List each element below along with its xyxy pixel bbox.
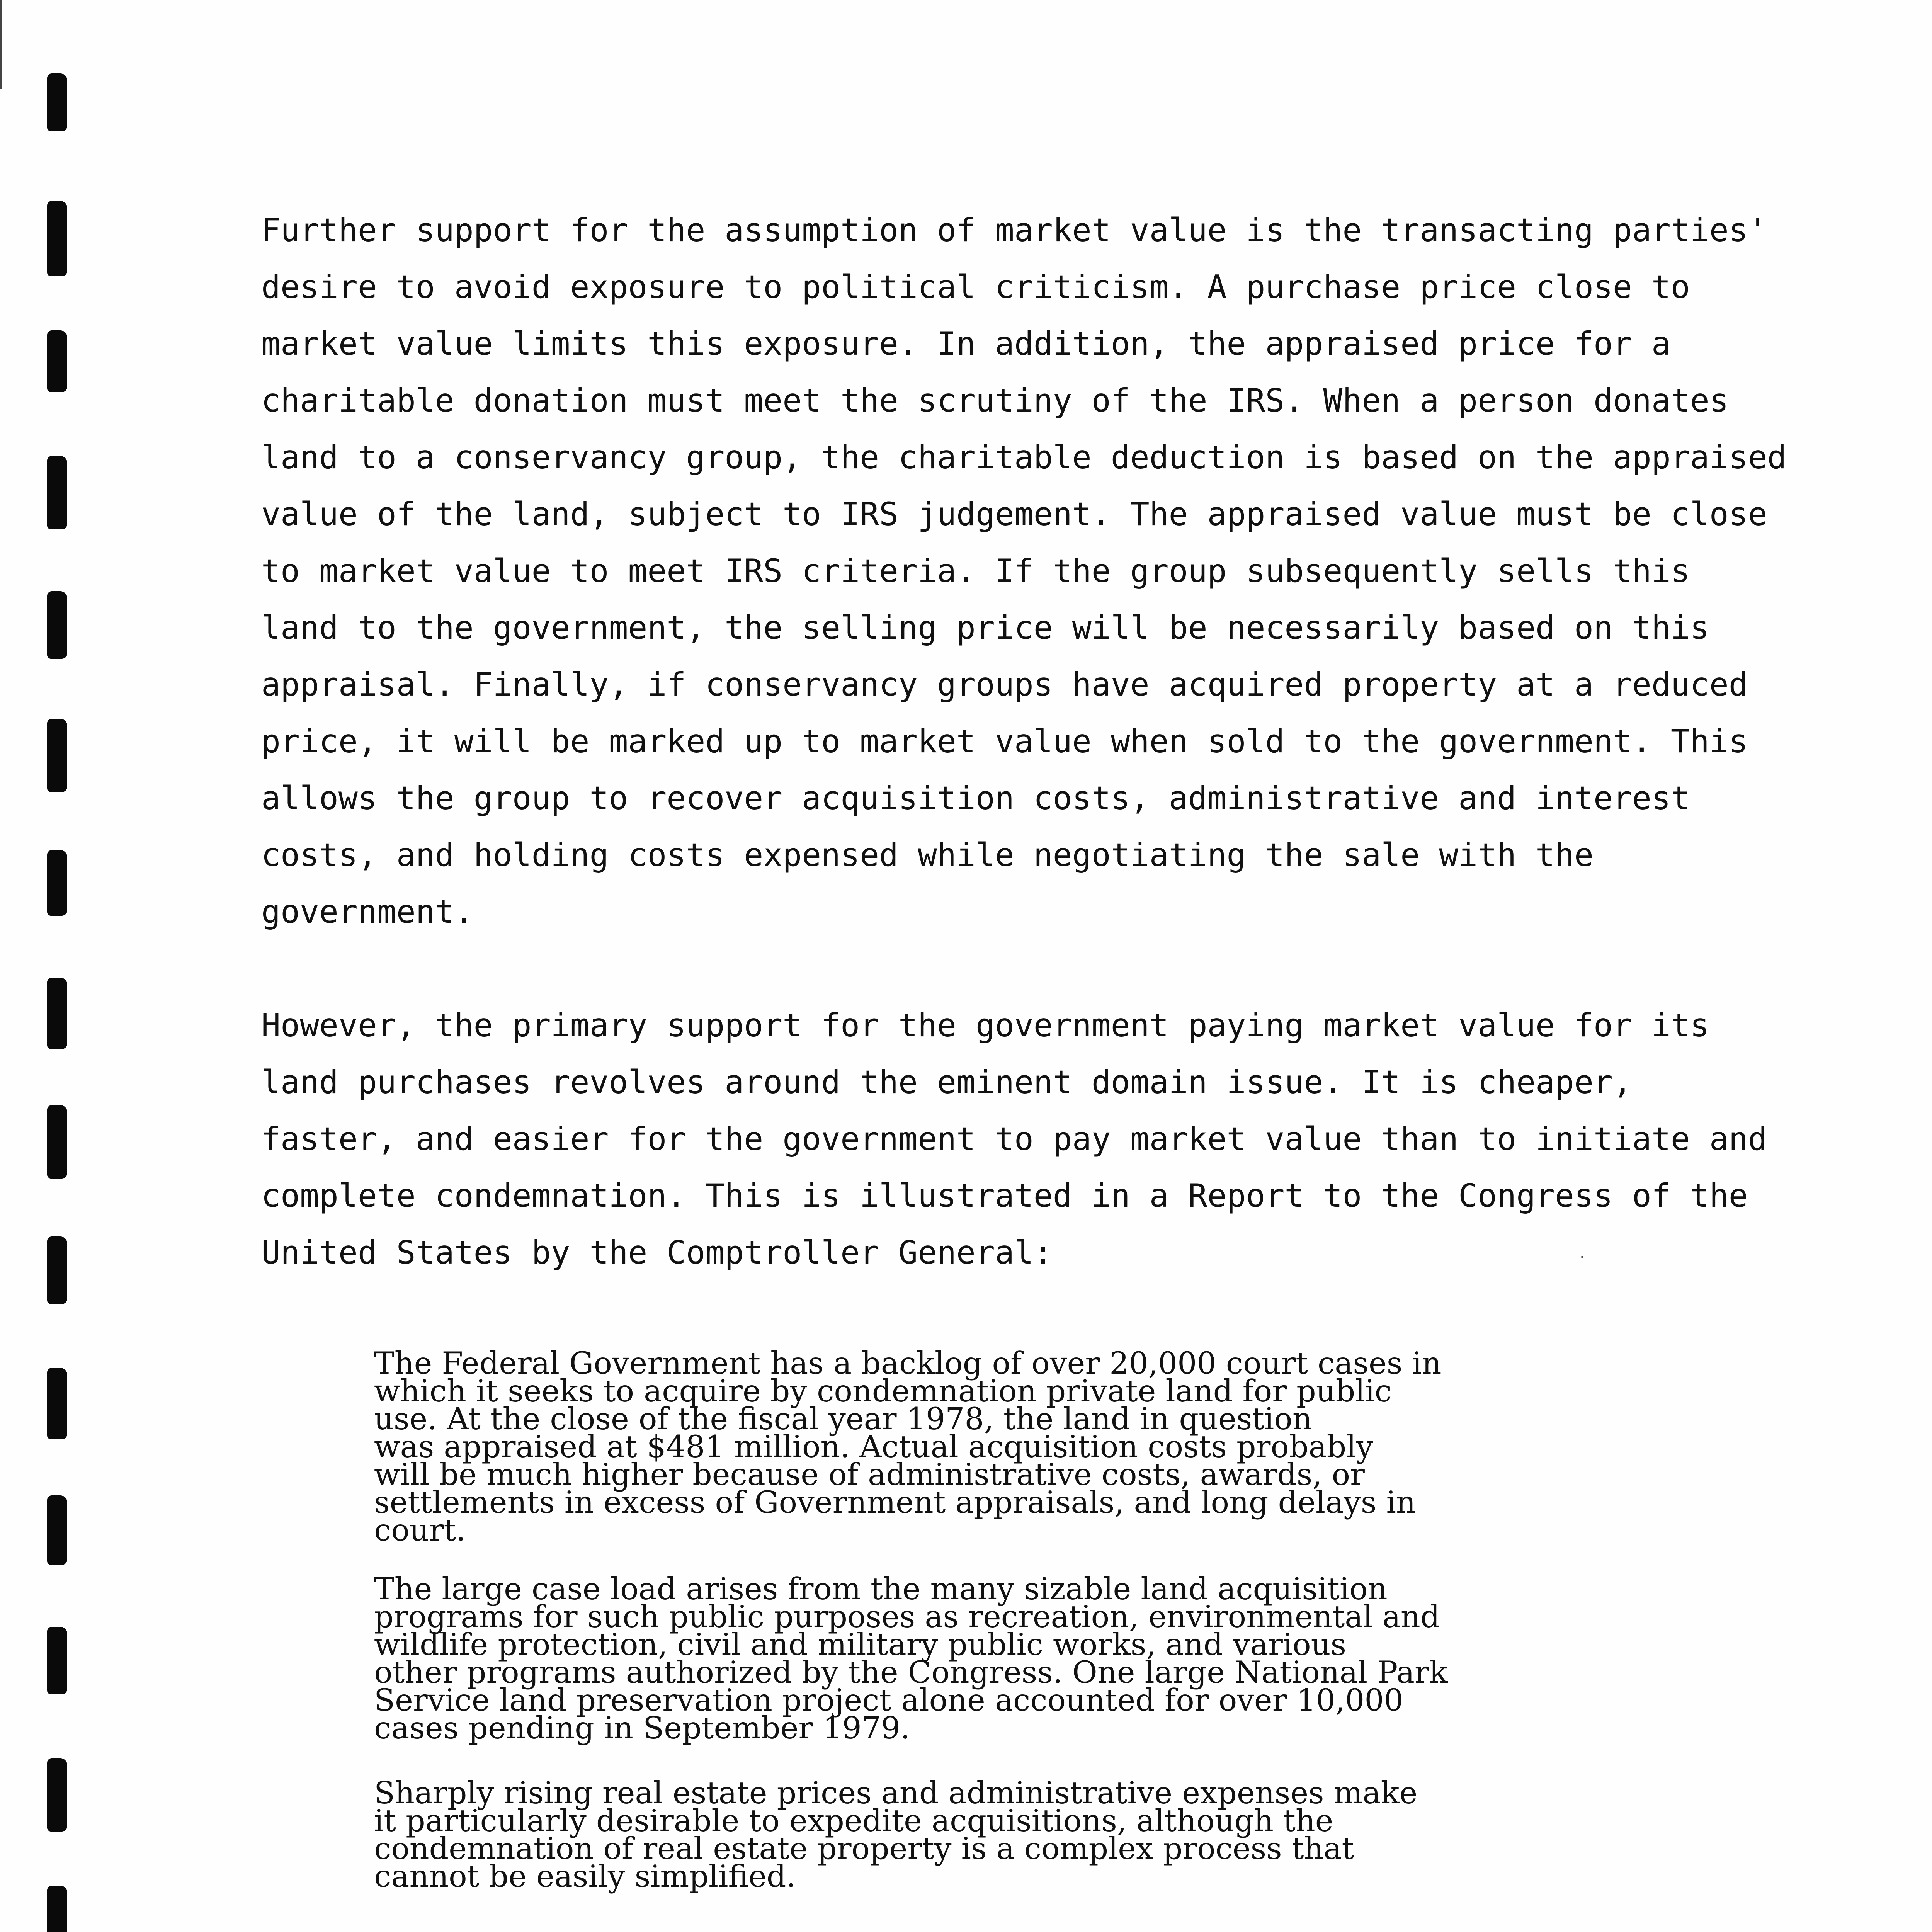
block-quote-paragraph: Sharply rising real estate prices and administrative expenses make it particularly desirable to expedite acquisitions, although the condemnation of real estate property is a complex process that cannot be easily simplified.	[374, 1775, 1418, 1894]
scan-edge-artifact	[0, 0, 2, 89]
binding-mark	[47, 1368, 67, 1439]
binding-mark	[47, 1886, 67, 1932]
binding-mark	[47, 73, 67, 131]
block-quote-paragraph: The large case load arises from the many sizable land acquisition programs for such public purposes as recreation, environmental and wildlife protection, civil and military public works, and various other programs authorized by the Congress. One large National Park Service land preservation project alone accounted for over 10,000 cases pending in September 1979.	[374, 1571, 1448, 1746]
binding-mark	[47, 1627, 67, 1694]
binding-mark	[47, 978, 67, 1049]
binding-mark	[47, 456, 67, 529]
block-quote-paragraph: The Federal Government has a backlog of over 20,000 court cases in which it seeks to acquire by condemnation private land for public use. At the close of the fiscal year 1978, the land in question was appraised at $481 million. Actual acquisition costs probably will be much higher because of administrative costs, awards, or settlements in excess of Government appraisals, and long delays in court.	[374, 1345, 1442, 1548]
binding-mark	[47, 201, 67, 276]
binding-mark	[47, 1105, 67, 1179]
binding-mark	[47, 1758, 67, 1832]
binding-mark	[47, 1236, 67, 1304]
body-paragraph: However, the primary support for the government paying market value for its land purchases revolves around the eminent domain issue. It is cheaper, faster, and easier for the government to pay market value than to initiate and complete condemnation. This is illustrated in a Report to the Congress of the United States by the Comptroller General:	[261, 1007, 1767, 1271]
binding-mark	[47, 1495, 67, 1565]
binding-mark	[47, 719, 67, 792]
binding-mark	[47, 591, 67, 659]
binding-mark	[47, 850, 67, 916]
binding-mark	[47, 330, 67, 392]
body-paragraph: Further support for the assumption of market value is the transacting parties' desire to avoid exposure to political criticism. A purchase price close to market value limits this exposure. In addition, the appraised price for a charitable donation must meet the scrutiny of the IRS. When a person donates land to a conservancy group, the charitable deduction is based on the appraised value of the land, subject to IRS judgement. The appraised value must be close to market value to meet IRS criteria. If the group subsequently sells this land to the government, the selling price will be necessarily based on this appraisal. Finally, if conservancy groups have acquired property at a reduced price, it will be marked up to market value when sold to the government. This allows the group to recover acquisition costs, administrative and interest costs, and holding costs expensed while negotiating the sale with the government.	[261, 211, 1787, 930]
